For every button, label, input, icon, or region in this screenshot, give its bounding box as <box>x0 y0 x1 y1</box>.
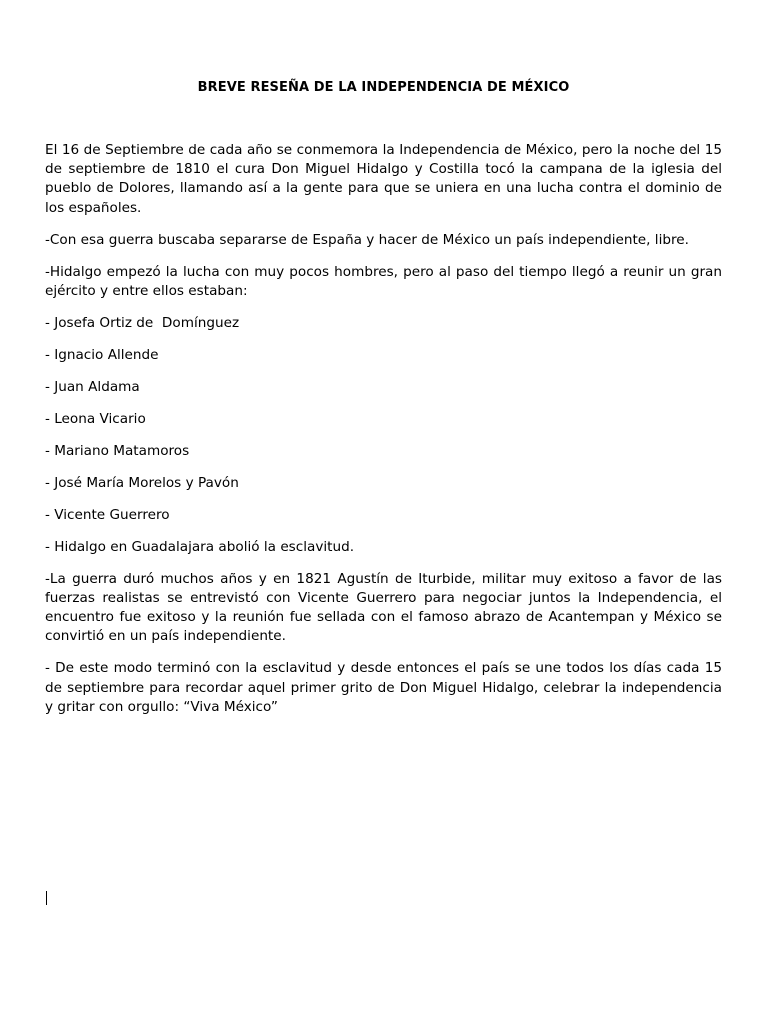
list-item-ortiz: - Josefa Ortiz de Domínguez <box>45 314 240 331</box>
document-title: BREVE RESEÑA DE LA INDEPENDENCIA DE MÉXICO <box>197 80 570 95</box>
list-item-allende: - Ignacio Allende <box>45 346 159 363</box>
ending-paragraph: -La guerra duró muchos años y en 1821 Agustín de Iturbide, militar muy exitoso a favor de las fuerzas realistas se entrevistó con Vicente Guerrero para negociar juntos la Independencia, el encuentro fue exitoso y la reunión fue sellada con el famoso abrazo de Acantempan y México se convirtió en un país independiente. <box>45 570 722 645</box>
army-paragraph: -Hidalgo empezó la lucha con muy pocos hombres, pero al paso del tiempo llegó a reunir un gran ejército y entre ellos estaban: <box>45 263 722 299</box>
list-item-matamoros: - Mariano Matamoros <box>45 442 190 459</box>
list-item-guerrero: - Vicente Guerrero <box>45 506 170 523</box>
list-item-vicario: - Leona Vicario <box>45 410 146 427</box>
list-item-esclavitud: - Hidalgo en Guadalajara abolió la esclavitud. <box>45 538 355 555</box>
list-item-aldama: - Juan Aldama <box>45 378 140 395</box>
document-body[interactable] <box>45 141 722 730</box>
text-cursor <box>46 891 47 905</box>
conclusion-paragraph: - De este modo terminó con la esclavitud y desde entonces el país se une todos los días cada 15 de septiembre para recordar aquel primer grito de Don Miguel Hidalgo, celebrar la independencia y gritar con orgullo: “Viva México” <box>45 660 722 715</box>
intro-paragraph: El 16 de Septiembre de cada año se conmemora la Independencia de México, pero la noche del 15 de septiembre de 1810 el cura Don Miguel Hidalgo y Costilla tocó la campana de la iglesia del pueblo de Dolores, llamando así a la gente para que se uniera en una lucha contra el dominio de los españoles. <box>45 142 722 216</box>
list-item-morelos: - José María Morelos y Pavón <box>45 474 239 491</box>
war-goal-paragraph: -Con esa guerra buscaba separarse de España y hacer de México un país independiente, libre. <box>45 231 689 248</box>
